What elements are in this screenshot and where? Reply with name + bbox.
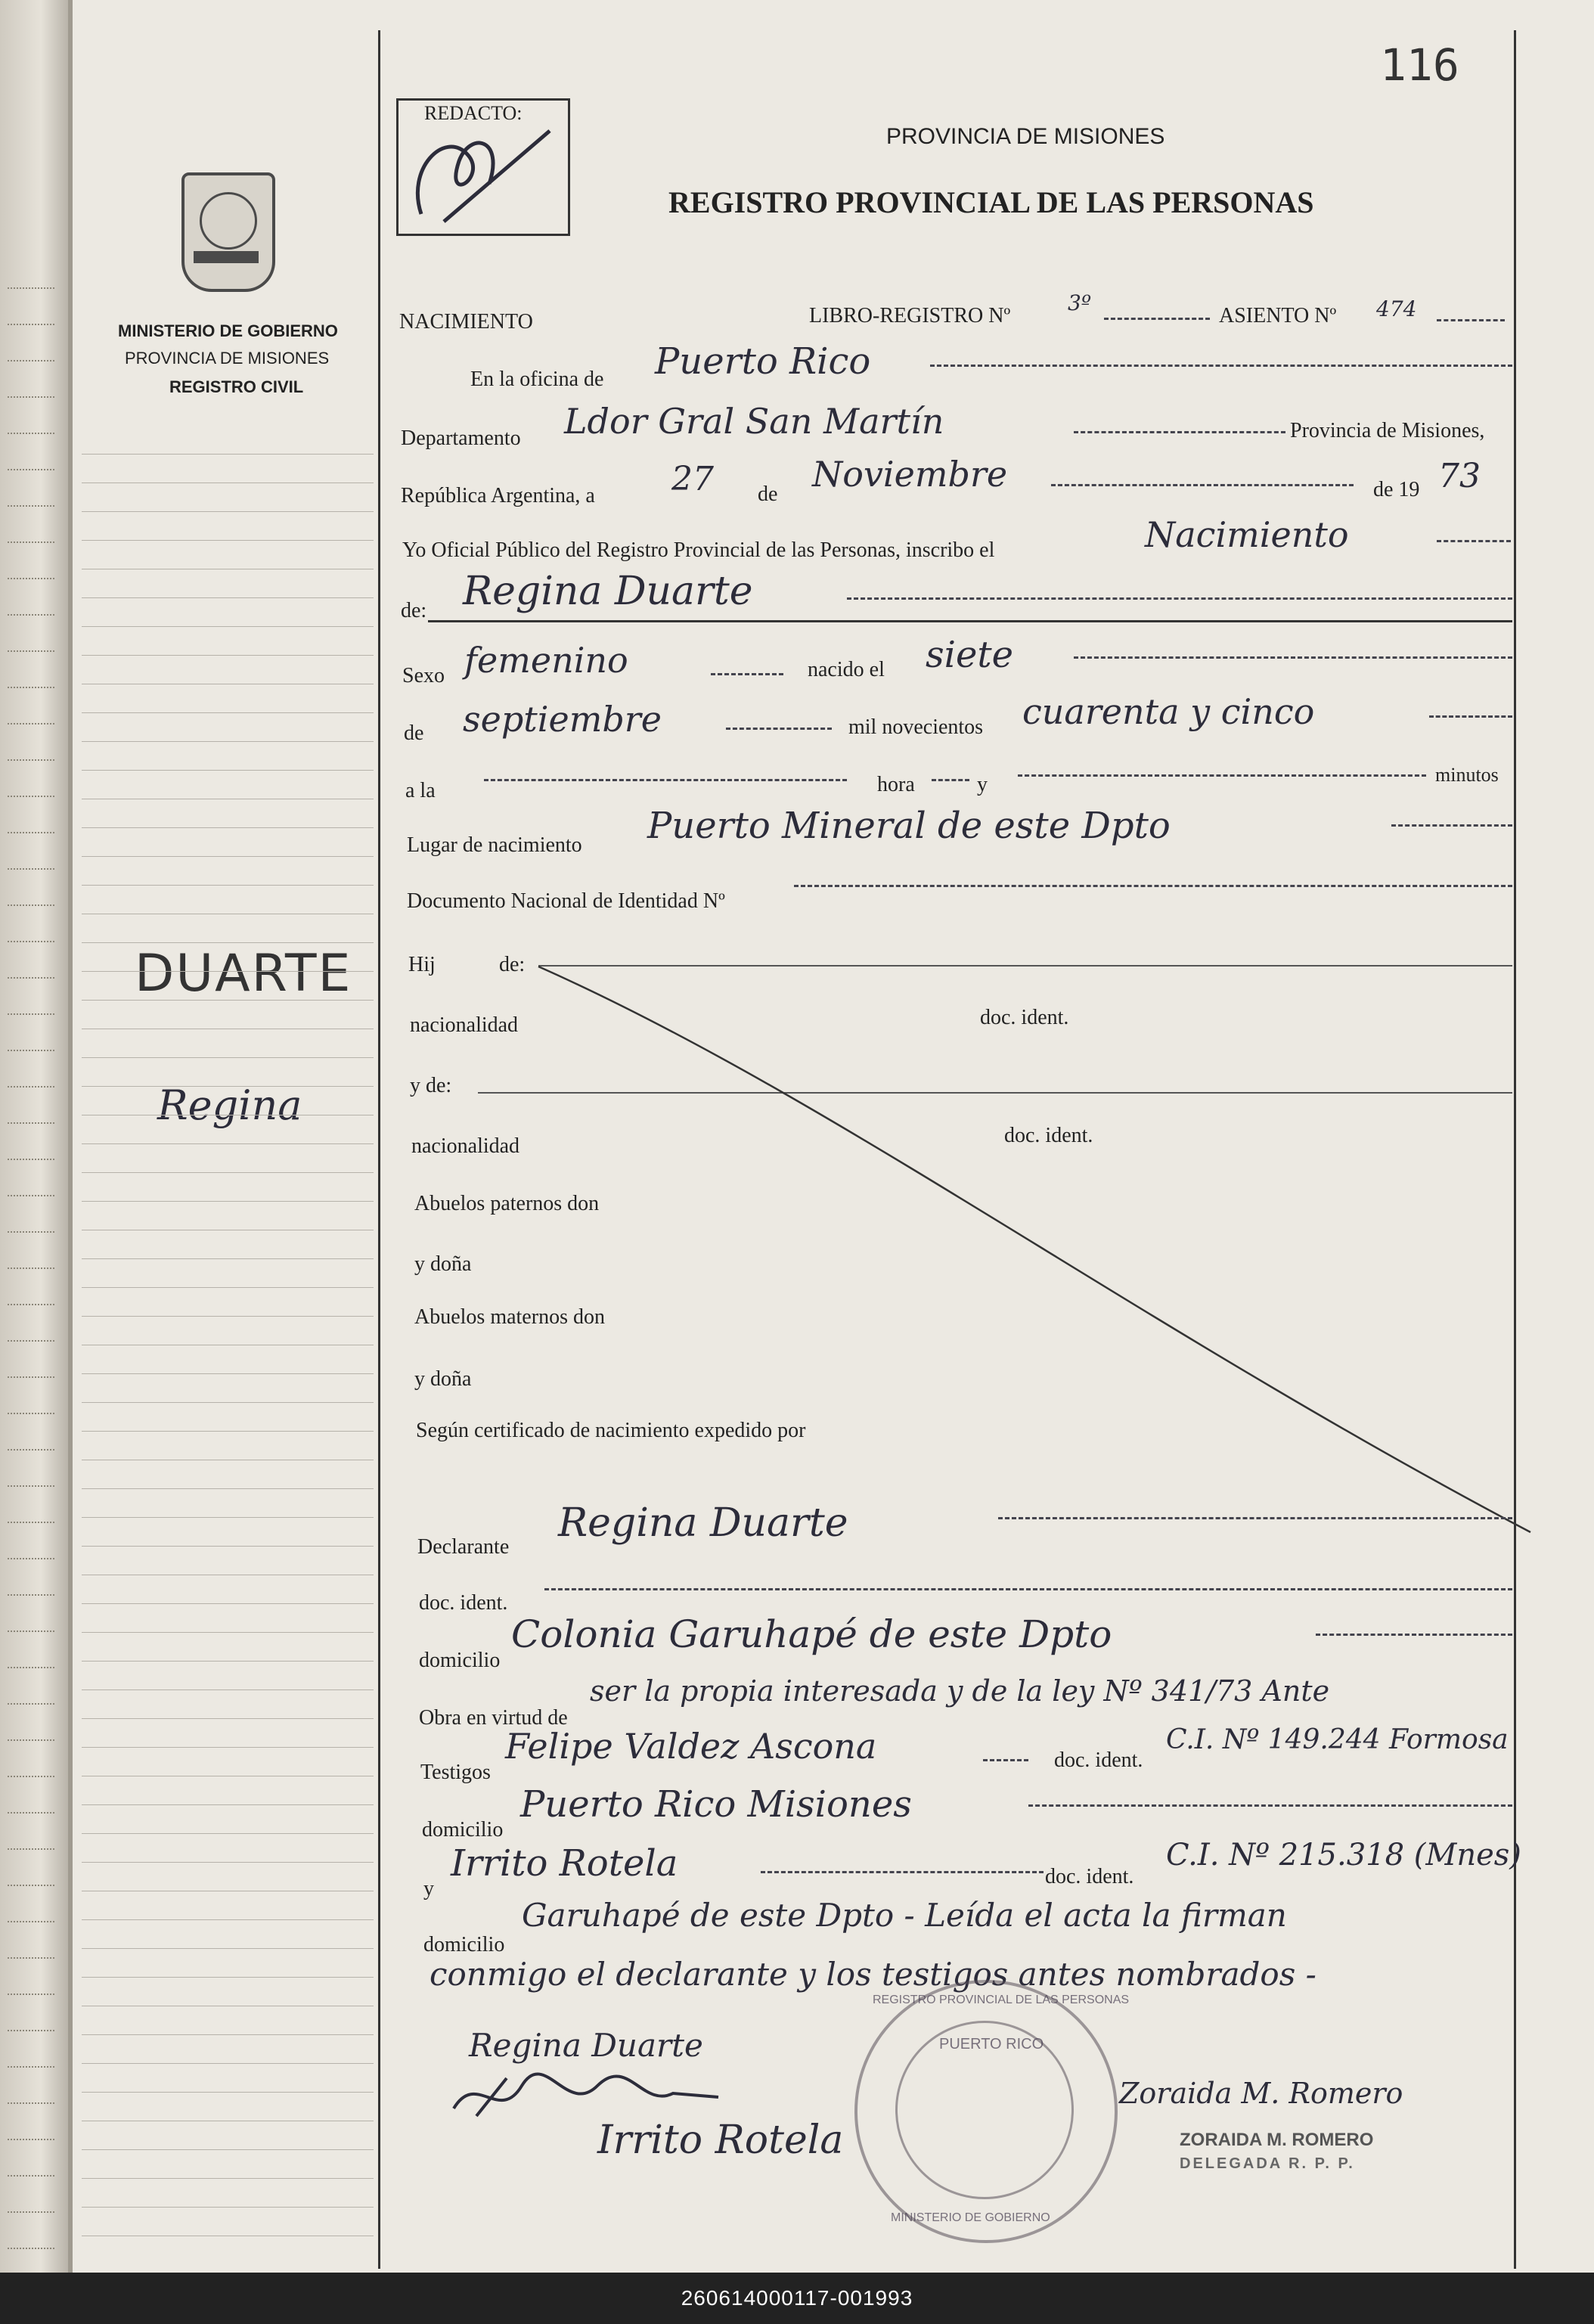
libro-label: LIBRO-REGISTRO Nº	[809, 304, 1011, 327]
declarante-label: Declarante	[417, 1535, 510, 1559]
nacionalidad2-label: nacionalidad	[411, 1134, 520, 1158]
de-label: de	[758, 482, 778, 506]
obra-label: Obra en virtud de	[419, 1706, 568, 1730]
a-la-label: a la	[405, 779, 436, 802]
nacionalidad1-label: nacionalidad	[410, 1013, 519, 1037]
abuelos-paternos-label: Abuelos paternos don	[414, 1192, 600, 1215]
domicilio1-label: domicilio	[419, 1649, 501, 1672]
province-heading: PROVINCIA DE MISIONES	[886, 124, 1165, 149]
testigos-label: Testigos	[420, 1761, 491, 1784]
official-name: ZORAIDA M. ROMERO	[1180, 2130, 1374, 2150]
registry-title: REGISTRO PROVINCIAL DE LAS PERSONAS	[668, 185, 1314, 219]
closing-value: conmigo el declarante y los testigos antes nombrados -	[430, 1956, 1316, 1993]
official-stamp	[854, 1980, 1130, 2243]
libro-value: 3º	[1068, 290, 1091, 315]
asiento-value: 474	[1376, 296, 1417, 321]
month2-value: septiembre	[463, 699, 662, 740]
official-title: DELEGADA R. P. P.	[1180, 2155, 1355, 2172]
year-words-value: cuarenta y cinco	[1022, 691, 1315, 732]
segun-label: Según certificado de nacimiento expedido por	[416, 1419, 806, 1442]
domicilio2-value: Puerto Rico Misiones	[520, 1783, 912, 1826]
de3-label: de:	[499, 953, 526, 976]
image-id-footer: 260614000117-001993	[0, 2273, 1594, 2324]
domicilio3-value: Garuhapé de este Dpto - Leída el acta la firman	[522, 1897, 1287, 1934]
act-type-label: NACIMIENTO	[399, 310, 533, 334]
domicilio1-value: Colonia Garuhapé de este Dpto	[511, 1612, 1112, 1656]
given-name-index: Regina	[157, 1081, 302, 1129]
inscribo-value: Nacimiento	[1145, 514, 1349, 555]
stamp-bottom-text: MINISTERIO DE GOBIERNO	[891, 2211, 1050, 2224]
oficina-label: En la oficina de	[470, 368, 604, 391]
obra-value: ser la propia interesada y de la ley Nº 341/73 Ante	[590, 1674, 1330, 1708]
lugar-value: Puerto Mineral de este Dpto	[647, 805, 1171, 847]
y-dona1-label: y doña	[414, 1252, 472, 1276]
departamento-value: Ldor Gral San Martín	[564, 401, 944, 442]
y2-label: y	[423, 1877, 434, 1900]
year-value: 73	[1438, 457, 1481, 495]
testigo2-value: Irrito Rotela	[451, 1842, 678, 1885]
docident5-label: doc. ident.	[1045, 1865, 1134, 1888]
signature-official: Zoraida M. Romero	[1119, 2077, 1403, 2110]
surname-index: DUARTE	[135, 944, 352, 1004]
de-person-label: de:	[401, 599, 427, 622]
nacido-value: siete	[926, 634, 1014, 676]
testigo1-value: Felipe Valdez Ascona	[505, 1726, 877, 1767]
de-year-label: de 19	[1373, 478, 1420, 501]
page-number: 116	[1380, 39, 1459, 91]
dni-label: Documento Nacional de Identidad Nº	[407, 889, 725, 913]
asiento-label: ASIENTO Nº	[1219, 304, 1337, 327]
y-de-label: y de:	[410, 1074, 452, 1097]
ministry-line-1: MINISTERIO DE GOBIERNO	[118, 321, 338, 340]
person-value: Regina Duarte	[463, 569, 753, 614]
ministry-line-3: REGISTRO CIVIL	[169, 377, 304, 396]
hora-label: hora	[877, 773, 915, 796]
testigo2-doc: C.I. Nº 215.318 (Mnes)	[1166, 1838, 1521, 1873]
sexo-label: Sexo	[402, 664, 445, 687]
abuelos-maternos-label: Abuelos maternos don	[414, 1305, 605, 1329]
signature-declarante: Regina Duarte	[469, 2027, 703, 2064]
minutos-label: minutos	[1435, 764, 1499, 786]
ministry-line-2: PROVINCIA DE MISIONES	[125, 349, 330, 368]
declarante-value: Regina Duarte	[558, 1500, 848, 1546]
redacto-label: REDACTO:	[424, 102, 523, 124]
y-dona2-label: y doña	[414, 1367, 472, 1391]
departamento-label: Departamento	[401, 427, 521, 450]
oficina-value: Puerto Rico	[655, 340, 871, 383]
docident4-label: doc. ident.	[1054, 1748, 1143, 1772]
nacido-label: nacido el	[808, 658, 885, 681]
domicilio2-label: domicilio	[422, 1818, 504, 1842]
day-value: 27	[671, 460, 714, 498]
docident3-label: doc. ident.	[419, 1591, 508, 1615]
domicilio3-label: domicilio	[423, 1933, 505, 1956]
month-value: Noviembre	[812, 454, 1008, 495]
mil-label: mil novecientos	[848, 715, 984, 739]
hij-label: Hij	[408, 953, 436, 976]
stamp-outer-text: REGISTRO PROVINCIAL DE LAS PERSONAS	[873, 1994, 1130, 2006]
republica-label: República Argentina, a	[401, 484, 595, 507]
y-label: y	[977, 773, 988, 796]
lugar-label: Lugar de nacimiento	[407, 833, 582, 857]
docident1-label: doc. ident.	[980, 1006, 1069, 1029]
provincia-suffix: Provincia de Misiones,	[1290, 419, 1485, 442]
oficial-text: Yo Oficial Público del Registro Provincial de las Personas, inscribo el	[402, 538, 995, 562]
testigo1-doc: C.I. Nº 149.244 Formosa	[1166, 1724, 1509, 1755]
de2-label: de	[404, 721, 424, 745]
signature-witness-2: Irrito Rotela	[597, 2118, 844, 2163]
sexo-value: femenino	[464, 640, 628, 681]
docident2-label: doc. ident.	[1004, 1124, 1093, 1147]
stamp-inner-text: PUERTO RICO	[939, 2036, 1044, 2053]
